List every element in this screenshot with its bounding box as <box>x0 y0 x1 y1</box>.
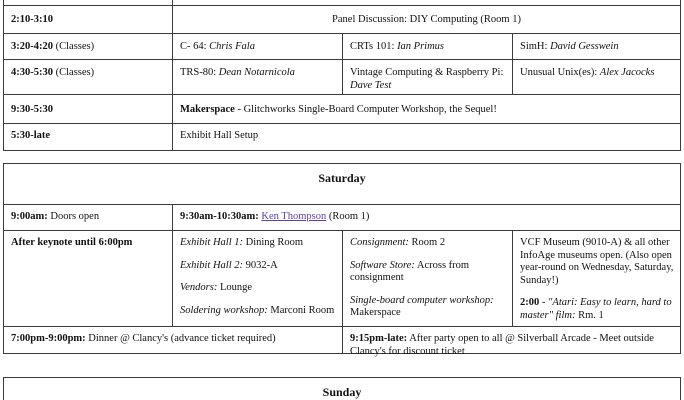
table-border <box>680 0 681 151</box>
class-cell <box>173 67 295 80</box>
venue-label: Exhibit Hall 2: <box>180 259 243 271</box>
class-title: C- 64: <box>180 41 210 52</box>
event-text: Dinner @ Clancy's (advance ticket required) <box>85 333 276 344</box>
row-divider <box>3 94 681 95</box>
session-cell: Panel Discussion: DIY Computing (Room 1) <box>332 14 521 25</box>
row-divider <box>3 326 681 327</box>
session-description: Exhibit Hall Setup <box>180 130 259 141</box>
party-cell <box>343 333 673 358</box>
venue-location: Room 2 <box>408 237 446 248</box>
time-label: 9:30am-10:30am: <box>180 211 259 222</box>
time-label: 3:20-4:20 <box>11 41 53 52</box>
row-divider <box>3 163 681 164</box>
class-title: Vintage Computing & Raspberry Pi: <box>350 67 504 78</box>
venue-location: Marconi Room <box>267 304 335 316</box>
time-label: 2:10-3:10 <box>11 14 53 25</box>
instructor-name: David Gesswein <box>550 41 619 52</box>
venue-item <box>350 295 511 320</box>
speaker-link[interactable]: Ken Thompson <box>261 211 327 222</box>
time-label: 2:00 <box>520 297 540 309</box>
venue-location: Dining Room <box>243 237 304 248</box>
day-heading: Sunday <box>322 385 362 399</box>
time-suffix: (Classes) <box>53 41 95 52</box>
instructor-name: Chris Fala <box>209 41 255 52</box>
time-cell <box>4 41 94 54</box>
museum-info <box>513 237 679 323</box>
event-text: Doors open <box>47 211 100 222</box>
venue-list <box>343 237 511 320</box>
time-cell <box>4 130 50 143</box>
venue-item <box>180 237 341 250</box>
venue-location: 9032-A <box>243 259 278 271</box>
row-divider <box>3 123 681 124</box>
day-heading: Saturday <box>318 171 366 185</box>
row-divider <box>3 230 681 231</box>
venue-label: Exhibit Hall 1: <box>180 237 243 248</box>
row-divider <box>3 5 681 6</box>
venue-item <box>350 237 511 250</box>
class-cell <box>513 41 619 54</box>
class-title: TRS-80: <box>180 67 219 78</box>
row-divider <box>3 204 681 205</box>
time-label: 9:15pm-late: <box>350 333 408 344</box>
time-cell <box>4 211 99 224</box>
venue-label: Single-board computer workshop: <box>350 294 494 306</box>
class-title: CRTs 101: <box>350 41 398 52</box>
venue-item <box>180 282 341 295</box>
time-cell <box>4 14 53 27</box>
row-divider <box>3 33 681 34</box>
venue-item <box>180 305 341 318</box>
dinner-cell <box>4 333 340 346</box>
time-label: 9:00am: <box>11 211 48 222</box>
time-label: 5:30-late <box>11 130 51 141</box>
venue-location: Lounge <box>217 282 253 294</box>
separator: - <box>539 297 548 309</box>
row-divider <box>3 59 681 60</box>
venue-label: Consignment: <box>350 237 409 248</box>
time-cell <box>4 104 53 117</box>
venue-label: Vendors: <box>180 282 218 294</box>
instructor-name: Ian Primus <box>397 41 445 52</box>
keynote-cell <box>173 211 369 224</box>
time-cell <box>4 237 132 250</box>
venue-list <box>173 237 341 317</box>
row-divider <box>3 150 681 151</box>
class-cell <box>343 67 511 92</box>
time-label: 4:30-5:30 <box>11 67 53 78</box>
instructor-name: Dave Test <box>350 79 392 91</box>
venue-item <box>350 260 511 285</box>
class-title: SimH: <box>520 41 551 52</box>
table-border <box>680 377 681 400</box>
time-label: After keynote until 6:00pm <box>11 237 133 248</box>
event-text: After party open to all @ Silverball Arcade - Meet outside Clancy's for discount ticket <box>350 333 654 357</box>
class-cell <box>343 41 444 54</box>
film-title: "Atari: Easy to learn, hard to master" film: <box>520 297 672 321</box>
venue-location: Makerspace <box>350 307 401 319</box>
film-item <box>520 297 679 322</box>
instructor-name: Alex Jacocks <box>599 67 655 78</box>
venue-label: Soldering workshop: <box>180 304 268 316</box>
class-cell <box>513 67 654 80</box>
session-cell <box>173 104 497 117</box>
time-cell <box>4 67 94 80</box>
class-title: Unusual Unix(es): <box>520 67 600 78</box>
session-title: Makerspace <box>180 104 235 115</box>
time-label: 9:30-5:30 <box>11 104 53 115</box>
museum-text: VCF Museum (9010-A) & all other InfoAge museums open. (Also open year-round on Wednesday, Saturday, Sunday!) <box>520 237 674 286</box>
row-divider <box>3 377 681 378</box>
venue-item <box>180 260 341 273</box>
venue-label: Software Store: <box>350 259 415 271</box>
instructor-name: Dean Notarnicola <box>218 67 295 78</box>
time-label: 7:00pm-9:00pm: <box>11 333 86 344</box>
room-text: (Room 1) <box>326 211 370 222</box>
class-cell <box>173 41 255 54</box>
room-text: Rm. 1 <box>575 309 604 321</box>
venue-location: Across from consignment <box>350 259 470 284</box>
session-cell <box>173 130 258 143</box>
session-description: - Glitchworks Single-Board Computer Workshop, the Sequel! <box>234 104 497 115</box>
time-suffix: (Classes) <box>53 67 95 78</box>
